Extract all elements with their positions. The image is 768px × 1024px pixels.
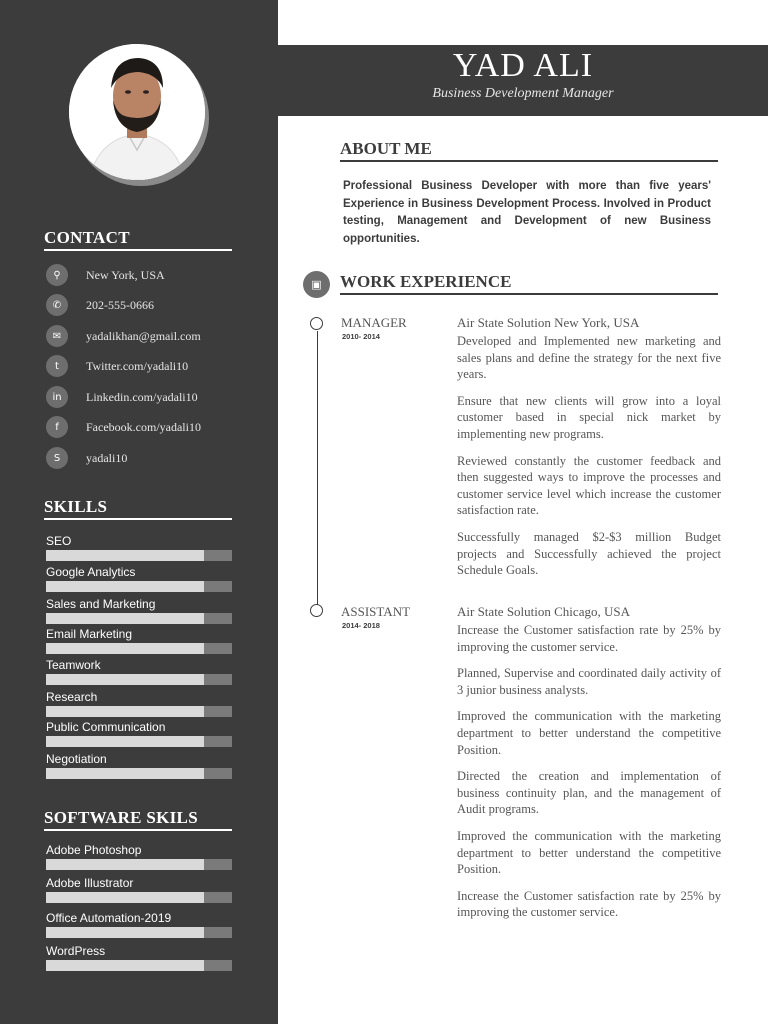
software-skill-bar-fill bbox=[46, 892, 204, 903]
skill-bar bbox=[46, 706, 232, 717]
skill-bar-fill bbox=[46, 736, 204, 747]
software-skill-bar bbox=[46, 960, 232, 971]
software-skill-item bbox=[46, 911, 232, 938]
skill-item bbox=[46, 752, 232, 779]
job-bullet: Planned, Supervise and coordinated daily activity of 3 junior business analysts. bbox=[457, 666, 721, 697]
skills-title: SKILLS bbox=[44, 497, 108, 516]
skill-label: Sales and Marketing bbox=[46, 597, 156, 611]
about-title: ABOUT ME bbox=[340, 139, 432, 158]
contact-facebook bbox=[46, 416, 201, 438]
job-bullet: Directed the creation and implementation of business continuity plan, and the management of Audit programs. bbox=[457, 769, 721, 817]
skill-label: Teamwork bbox=[46, 658, 101, 672]
job-bullet: Successfully managed $2-$3 million Budget projects and Successfully achieved the project Schedule Goals. bbox=[457, 529, 721, 578]
software-skill-item bbox=[46, 843, 232, 870]
header-band bbox=[278, 45, 768, 116]
skill-label: Negotiation bbox=[46, 752, 107, 766]
job-company: Air State Solution New York, USA bbox=[457, 315, 640, 330]
job-description bbox=[457, 333, 721, 589]
contact-location-text: New York, USA bbox=[86, 267, 165, 282]
profile-photo bbox=[69, 44, 209, 184]
job-years: 2014- 2018 bbox=[342, 621, 380, 630]
timeline-dot bbox=[310, 604, 323, 617]
software-skill-label: WordPress bbox=[46, 944, 106, 958]
sidebar bbox=[0, 0, 278, 1024]
contact-linkedin-text[interactable]: Linkedin.com/yadali10 bbox=[86, 389, 198, 404]
software-skill-bar bbox=[46, 927, 232, 938]
phone-icon: ✆ bbox=[46, 294, 68, 316]
skill-bar bbox=[46, 581, 232, 592]
skill-item bbox=[46, 720, 232, 747]
skill-bar-fill bbox=[46, 768, 204, 779]
email-icon: ✉ bbox=[46, 325, 68, 347]
timeline-dot bbox=[310, 317, 323, 330]
software-skill-item bbox=[46, 944, 232, 971]
job-bullet: Reviewed constantly the customer feedback and then suggested ways to improve the processes and customer service level which increase the customer satisfaction rate. bbox=[457, 453, 721, 518]
skill-label: SEO bbox=[46, 534, 72, 548]
skill-bar bbox=[46, 768, 232, 779]
location-icon: ⚲ bbox=[46, 264, 68, 286]
contact-skype bbox=[46, 447, 127, 469]
skill-item bbox=[46, 658, 232, 685]
timeline-line bbox=[317, 331, 318, 605]
job-bullet: Improved the communication with the marketing department to better understand the competitive Position. bbox=[457, 828, 721, 877]
job-years: 2010- 2014 bbox=[342, 332, 380, 341]
skill-bar-fill bbox=[46, 613, 204, 624]
skype-icon: S bbox=[46, 447, 68, 469]
avatar bbox=[69, 44, 205, 180]
skill-label: Research bbox=[46, 690, 98, 704]
skill-label: Email Marketing bbox=[46, 627, 133, 641]
skill-item bbox=[46, 534, 232, 561]
job-description bbox=[457, 622, 721, 931]
job-title: Business Development Manager bbox=[432, 86, 614, 101]
skill-bar bbox=[46, 736, 232, 747]
about-divider bbox=[340, 160, 718, 162]
job-bullet: Ensure that new clients will grow into a loyal customer based in special nick market by implementing new programs. bbox=[457, 393, 721, 441]
skill-bar bbox=[46, 550, 232, 561]
contact-location bbox=[46, 264, 165, 286]
skill-bar bbox=[46, 674, 232, 685]
skill-bar-fill bbox=[46, 581, 204, 592]
skill-item bbox=[46, 565, 232, 592]
work-experience-title: WORK EXPERIENCE bbox=[340, 272, 512, 291]
software-skill-bar bbox=[46, 892, 232, 903]
software-skills-divider bbox=[44, 829, 232, 831]
person-name: YAD ALI bbox=[452, 47, 594, 84]
job-bullet: Increase the Customer satisfaction rate by 25% by improving the customer service. bbox=[457, 623, 721, 654]
skill-bar-fill bbox=[46, 550, 204, 561]
job-company: Air State Solution Chicago, USA bbox=[457, 604, 630, 619]
job-role: MANAGER bbox=[341, 315, 407, 330]
software-skill-bar-fill bbox=[46, 859, 204, 870]
software-skills-title: SOFTWARE SKILS bbox=[44, 808, 198, 827]
contact-phone-text: 202-555-0666 bbox=[86, 297, 154, 312]
software-skill-label: Adobe Photoshop bbox=[46, 843, 142, 857]
software-skill-label: Office Automation-2019 bbox=[46, 911, 172, 925]
person-photo-icon bbox=[69, 44, 205, 180]
contact-skype-text: yadali10 bbox=[86, 450, 128, 465]
skill-item bbox=[46, 627, 232, 654]
briefcase-icon: ▣ bbox=[303, 271, 330, 298]
contact-title: CONTACT bbox=[44, 228, 130, 247]
job-bullet: Increase the Customer satisfaction rate by 25% by improving the customer service. bbox=[457, 888, 721, 920]
skill-bar-fill bbox=[46, 706, 204, 717]
about-text: Professional Business Developer with more than five years' Experience in Business Development Process. Involved in Product testing, Management and Development of new Business opportunities. bbox=[343, 180, 711, 245]
skills-divider bbox=[44, 518, 232, 520]
contact-twitter-text[interactable]: Twitter.com/yadali10 bbox=[86, 358, 189, 373]
skill-bar bbox=[46, 643, 232, 654]
work-experience-divider bbox=[340, 293, 718, 295]
contact-twitter bbox=[46, 355, 188, 377]
software-skill-label: Adobe Illustrator bbox=[46, 876, 134, 890]
twitter-icon: t bbox=[46, 355, 68, 377]
software-skill-bar-fill bbox=[46, 960, 204, 971]
skill-bar-fill bbox=[46, 643, 204, 654]
skill-bar-fill bbox=[46, 674, 204, 685]
skill-item bbox=[46, 597, 232, 624]
software-skill-item bbox=[46, 876, 232, 903]
skill-item bbox=[46, 690, 232, 717]
contact-phone bbox=[46, 294, 154, 316]
software-skill-bar-fill bbox=[46, 927, 204, 938]
contact-divider bbox=[44, 249, 232, 251]
linkedin-icon: in bbox=[46, 386, 68, 408]
job-bullet: Improved the communication with the marketing department to better understand the competitive Position. bbox=[457, 709, 721, 757]
software-skill-bar bbox=[46, 859, 232, 870]
contact-facebook-text[interactable]: Facebook.com/yadali10 bbox=[86, 419, 201, 434]
job-role: ASSISTANT bbox=[341, 604, 411, 619]
facebook-icon: f bbox=[46, 416, 68, 438]
skill-bar bbox=[46, 613, 232, 624]
contact-email-text[interactable]: yadalikhan@gmail.com bbox=[86, 328, 201, 343]
contact-email bbox=[46, 325, 201, 347]
contact-linkedin bbox=[46, 386, 198, 408]
skill-label: Google Analytics bbox=[46, 565, 136, 579]
skill-label: Public Communication bbox=[46, 720, 166, 734]
job-bullet: Developed and Implemented new marketing and sales plans and define the strategy for the next five years. bbox=[457, 334, 721, 382]
